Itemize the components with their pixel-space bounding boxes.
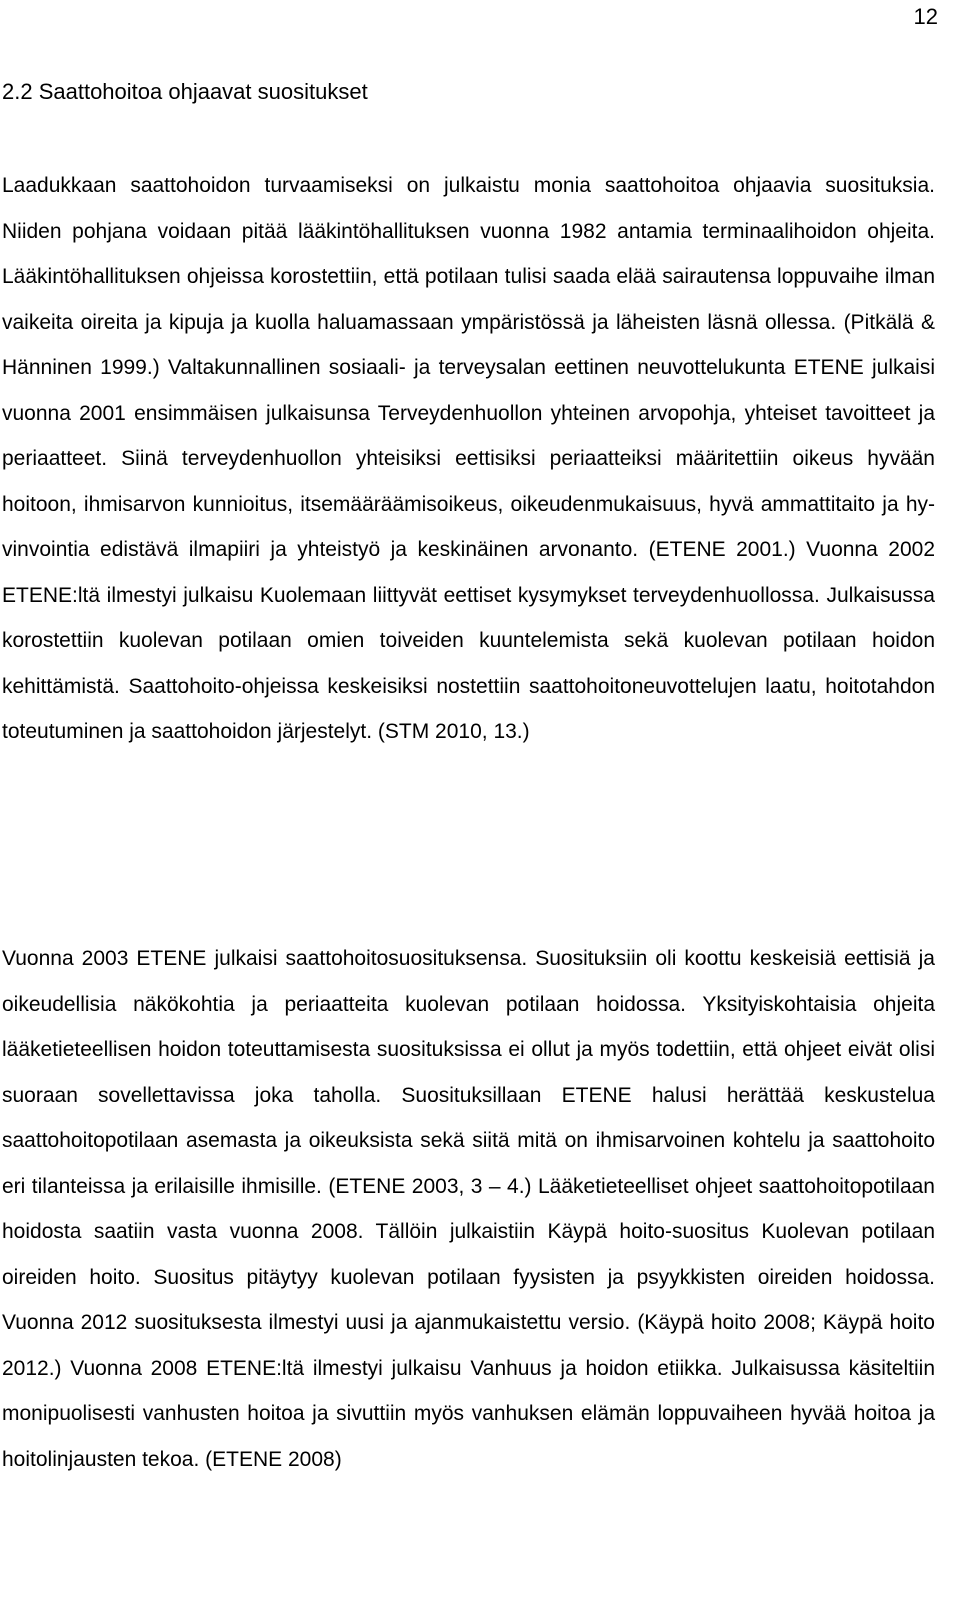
body-paragraph-2: Vuonna 2003 ETENE julkaisi saattohoitosuosituksensa. Suosituksiin oli koottu keskeisiä eettisiä ja oikeudellisia näkökohtia ja periaatteita kuolevan potilaan hoidossa. Yksityiskohtaisia ohjeita lääketieteellisen hoidon toteuttamisesta suosituksissa ei ollut ja myös todettiin, että ohjeet eivät olisi suoraan sovellettavissa joka taholla. Suosituksillaan ETENE halusi herättää keskustelua saattohoitopotilaan asemasta ja oikeuksista sekä siitä mitä on ihmisarvoinen kohtelu ja saattohoito eri tilanteissa ja erilaisille ihmisille. (ETENE 2003, 3 – 4.) Lääketieteelliset ohjeet saattohoitopotilaan hoidosta saatiin vasta vuonna 2008. Tällöin julkaistiin Käypä hoito-suositus Kuolevan potilaan oireiden hoito. Suositus pitäytyy kuolevan potilaan fyysisten ja psyykkisten oireiden hoidossa. Vuonna 2012 suosituksesta ilmestyi uusi ja ajanmukaistettu versio. (Käypä hoito 2008; Käypä hoito 2012.) Vuonna 2008 ETENE:ltä ilmestyi julkaisu Vanhuus ja hoidon etiikka. Julkaisussa käsiteltiin monipuolisesti vanhusten hoitoa ja sivuttiin myös vanhuksen elämän loppuvaiheen hyvää hoitoa ja hoitolinjausten tekoa. (ETENE 2008) xyxy=(2,947,935,1471)
body-paragraph-1: Laadukkaan saattohoidon turvaamiseksi on julkaistu monia saattohoitoa ohjaavia suosituksia. Niiden pohjana voidaan pitää lääkintöhallituksen vuonna 1982 antamia terminaalihoidon ohjeita. Lääkintöhallituksen ohjeissa korostettiin, että potilaan tulisi saada elää sairautensa loppuvaihe ilman vaikeita oireita ja kipuja ja kuolla haluamassaan ympäristössä ja läheisten läsnä ollessa. (Pitkälä & Hänninen 1999.) Valtakunnallinen sosiaali- ja terveysalan eettinen neuvottelukunta ETENE julkaisi vuonna 2001 ensimmäisen julkaisunsa Terveydenhuollon yhteinen arvopohja, yhteiset tavoitteet ja periaatteet. Siinä terveydenhuollon yhteisiksi eettisiksi periaatteiksi määritettiin oikeus hyvään hoitoon, ihmisarvon kunnioitus, itsemääräämisoikeus, oikeudenmukaisuus, hyvä ammattitaito ja hyvinvointia edistävä ilmapiiri ja yhteistyö ja keskinäinen arvonanto. (ETENE 2001.) Vuonna 2002 ETENE:ltä ilmestyi julkaisu Kuolemaan liittyvät eettiset kysymykset terveydenhuollossa. Julkaisussa korostettiin kuolevan potilaan omien toiveiden kuuntelemista sekä kuolevan potilaan hoidon kehittämistä. Saattohoito-ohjeissa keskeisiksi nostettiin saattohoitoneuvottelujen laatu, hoitotahdon toteutuminen ja saattohoidon järjestelyt. (STM 2010, 13.) xyxy=(2,174,935,743)
page-number: 12 xyxy=(913,4,938,29)
section-heading: 2.2 Saattohoitoa ohjaavat suositukset xyxy=(2,79,368,104)
